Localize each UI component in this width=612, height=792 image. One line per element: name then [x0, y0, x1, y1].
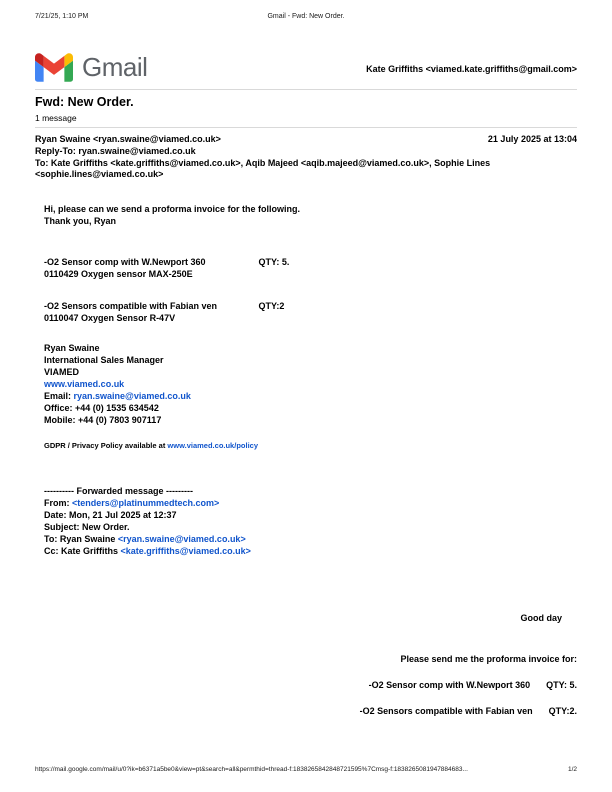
email-link[interactable]: ryan.swaine@viamed.co.uk	[73, 391, 191, 401]
thread-subject: Fwd: New Order.	[35, 95, 134, 109]
forwarded-item	[369, 680, 577, 690]
print-datetime: 7/21/25, 1:10 PM	[35, 13, 89, 20]
gdpr-label: GDPR / Privacy Policy available at	[44, 441, 168, 450]
forwarded-date-line: Date: Mon, 21 Jul 2025 at 12:37	[44, 510, 177, 520]
website-link[interactable]: www.viamed.co.uk	[44, 379, 125, 389]
forwarded-divider: ---------- Forwarded message ---------	[44, 486, 193, 496]
forwarded-subject-line: Subject: New Order.	[44, 522, 130, 532]
print-footer	[35, 766, 577, 773]
forwarded-cc-link[interactable]: <kate.griffiths@viamed.co.uk>	[120, 546, 251, 556]
order-items	[44, 256, 289, 324]
page-number: 1/2	[567, 766, 577, 773]
from-line: Ryan Swaine <ryan.swaine@viamed.co.uk>	[35, 134, 221, 144]
item-row	[44, 300, 289, 312]
item-desc: -O2 Sensor comp with W.Newport 360	[368, 680, 531, 690]
item-desc: -O2 Sensor comp with W.Newport 360	[44, 257, 206, 267]
order-item	[44, 256, 289, 280]
forwarded-to-line	[44, 533, 251, 545]
message-body-intro	[44, 203, 300, 227]
signature-email-line	[44, 390, 191, 402]
email-label: Email:	[44, 391, 74, 401]
forwarded-request: Please send me the proforma invoice for:	[400, 654, 577, 664]
item-desc: -O2 Sensors compatible with Fabian ven	[44, 301, 218, 311]
item-desc: -O2 Sensors compatible with Fabian ven	[359, 706, 533, 716]
policy-link[interactable]: www.viamed.co.uk/policy	[167, 441, 258, 450]
message-header-row	[35, 134, 577, 144]
forwarded-cc-line	[44, 545, 251, 557]
date-line: 21 July 2025 at 13:04	[487, 134, 577, 144]
gmail-wordmark: Gmail	[82, 51, 148, 82]
account-email: Kate Griffiths <viamed.kate.griffiths@gmail.com>	[366, 64, 577, 74]
item-qty: QTY:2	[258, 301, 285, 311]
print-doc-title: Gmail - Fwd: New Order.	[267, 13, 345, 20]
forwarded-from-link[interactable]: <tenders@platinummedtech.com>	[72, 498, 220, 508]
forwarded-item	[360, 706, 577, 716]
order-item	[44, 300, 289, 324]
forwarded-from-line	[44, 497, 251, 509]
print-header	[35, 13, 577, 20]
forwarded-from-label: From:	[44, 498, 72, 508]
gdpr-note	[44, 441, 258, 450]
footer-url: https://mail.google.com/mail/u/0?ik=b6371a5be0&view=pt&search=all&permthid=thread-f:1838265842848721595%7Cmsg-f:1838265081947884683...	[35, 766, 468, 773]
forwarded-cc-label: Cc: Kate Griffiths	[44, 546, 121, 556]
signature-mobile: Mobile: +44 (0) 7803 907117	[44, 415, 162, 425]
item-code: 0110047 Oxygen Sensor R-47V	[44, 313, 176, 323]
signature-title: International Sales Manager	[44, 355, 164, 365]
masthead	[35, 46, 577, 82]
forwarded-greeting: Good day	[520, 613, 562, 623]
body-greeting: Hi, please can we send a proforma invoice for the following.	[44, 204, 301, 214]
forwarded-headers	[44, 485, 251, 557]
forwarded-to-label: To: Ryan Swaine	[44, 534, 118, 544]
message-count: 1 message	[35, 113, 77, 123]
item-row	[44, 256, 289, 268]
item-qty: QTY: 5.	[546, 680, 577, 690]
divider-subject	[35, 127, 577, 128]
item-code: 0110429 Oxygen sensor MAX-250E	[44, 269, 193, 279]
item-qty: QTY: 5.	[258, 257, 290, 267]
body-thanks: Thank you, Ryan	[44, 216, 117, 226]
signature-block	[44, 342, 191, 426]
to-line: To: Kate Griffiths <kate.griffiths@viamed.co.uk>, Aqib Majeed <aqib.majeed@viamed.co.uk>, Sophie Lines <sophie.lines@viamed.co.uk>	[35, 158, 491, 179]
signature-office: Office: +44 (0) 1535 634542	[44, 403, 159, 413]
signature-name: Ryan Swaine	[44, 343, 100, 353]
gmail-logo	[35, 53, 147, 82]
reply-to-line: Reply-To: ryan.swaine@viamed.co.uk	[35, 146, 196, 156]
gmail-m-icon	[35, 53, 73, 82]
divider-top	[35, 89, 577, 90]
item-qty: QTY:2.	[548, 706, 577, 716]
signature-company: VIAMED	[44, 367, 80, 377]
forwarded-to-link[interactable]: <ryan.swaine@viamed.co.uk>	[117, 534, 246, 544]
